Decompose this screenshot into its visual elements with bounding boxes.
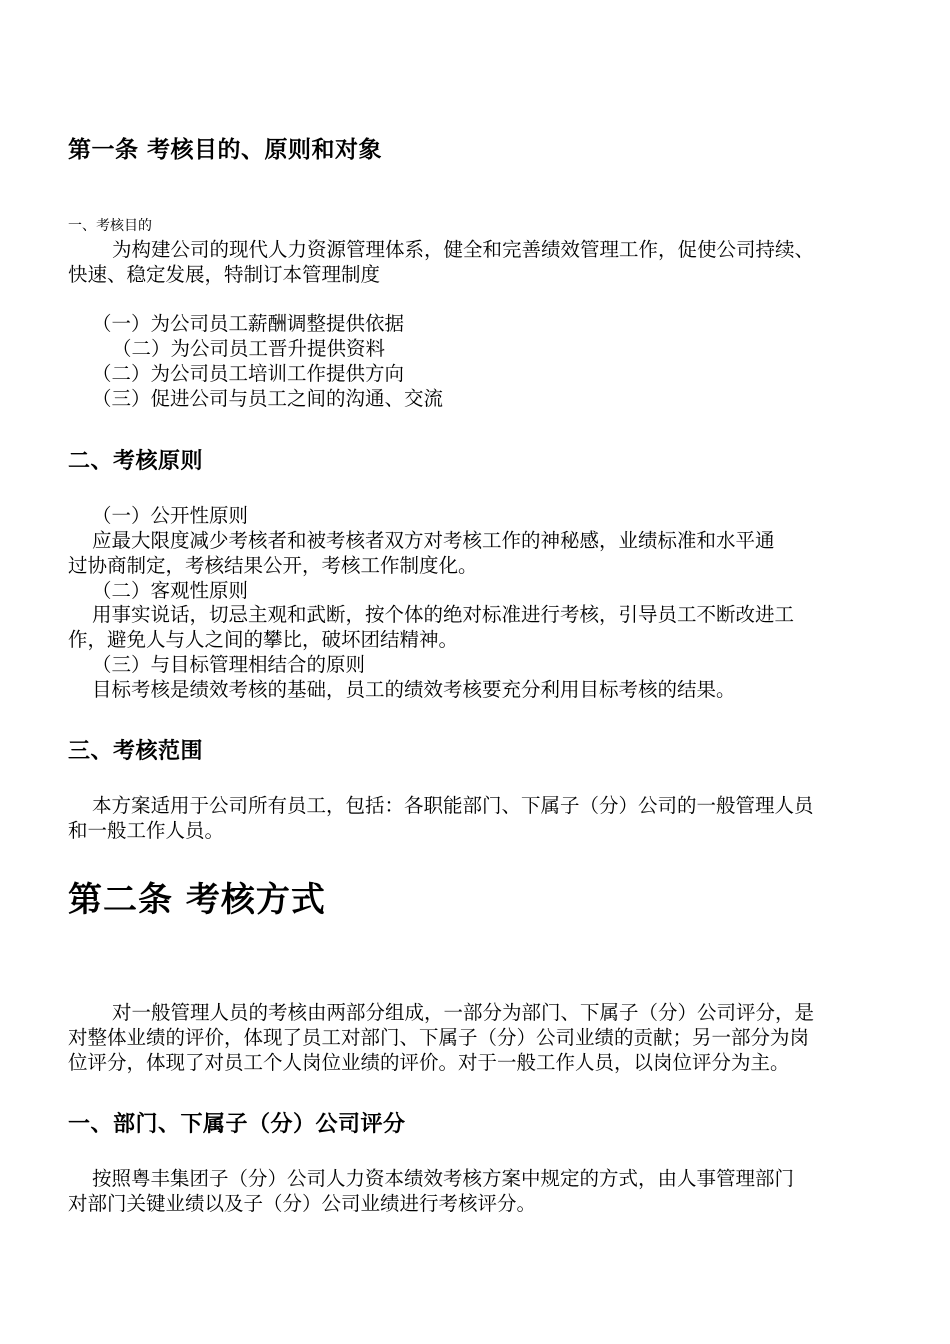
- article2-intro-line1: 对一般管理人员的考核由两部分组成，一部分为部门、下属子（分）公司评分，是: [112, 1001, 815, 1024]
- section1-heading: 一、部门、下属子（分）公司评分: [68, 1112, 406, 1137]
- article1-title: 第一条 考核目的、原则和对象: [68, 137, 383, 163]
- purpose-text-line1: 为构建公司的现代人力资源管理体系，健全和完善绩效管理工作，促使公司持续、: [112, 238, 815, 261]
- article2-intro-line3: 位评分，体现了对员工个人岗位业绩的评价。对于一般工作人员，以岗位评分为主。: [68, 1051, 790, 1074]
- article2-title: 第二条 考核方式: [68, 880, 326, 920]
- principle2-line2: 作，避免人与人之间的攀比，破坏团结精神。: [68, 628, 459, 651]
- principle3-line1: 目标考核是绩效考核的基础，员工的绩效考核要充分利用目标考核的结果。: [92, 678, 736, 701]
- purpose-item: （二）为公司员工培训工作提供方向: [92, 362, 405, 385]
- purpose-item: （一）为公司员工薪酬调整提供依据: [92, 312, 405, 335]
- scope-line1: 本方案适用于公司所有员工，包括：各职能部门、下属子（分）公司的一般管理人员: [92, 794, 814, 817]
- purpose-item: （二）为公司员工晋升提供资料: [112, 337, 386, 360]
- principle2-title: （二）客观性原则: [92, 579, 249, 602]
- scope-line2: 和一般工作人员。: [68, 819, 225, 842]
- principle1-line2: 过协商制定，考核结果公开，考核工作制度化。: [68, 554, 478, 577]
- principle3-title: （三）与目标管理相结合的原则: [92, 653, 366, 676]
- scope-heading: 三、考核范围: [68, 739, 204, 764]
- section1-line1: 按照粤丰集团子（分）公司人力资本绩效考核方案中规定的方式，由人事管理部门: [92, 1167, 795, 1190]
- article2-intro-line2: 对整体业绩的评价，体现了员工对部门、下属子（分）公司业绩的贡献；另一部分为岗: [68, 1026, 810, 1049]
- principle1-title: （一）公开性原则: [92, 504, 249, 527]
- principles-heading: 二、考核原则: [68, 449, 204, 474]
- purpose-item: （三）促进公司与员工之间的沟通、交流: [92, 387, 444, 410]
- purpose-label: 一、考核目的: [68, 218, 152, 234]
- purpose-text-line2: 快速、稳定发展，特制订本管理制度: [68, 263, 381, 286]
- principle2-line1: 用事实说话，切忌主观和武断，按个体的绝对标准进行考核，引导员工不断改进工: [92, 603, 795, 626]
- section1-line2: 对部门关键业绩以及子（分）公司业绩进行考核评分。: [68, 1192, 537, 1215]
- principle1-line1: 应最大限度减少考核者和被考核者双方对考核工作的神秘感，业绩标准和水平通: [92, 529, 775, 552]
